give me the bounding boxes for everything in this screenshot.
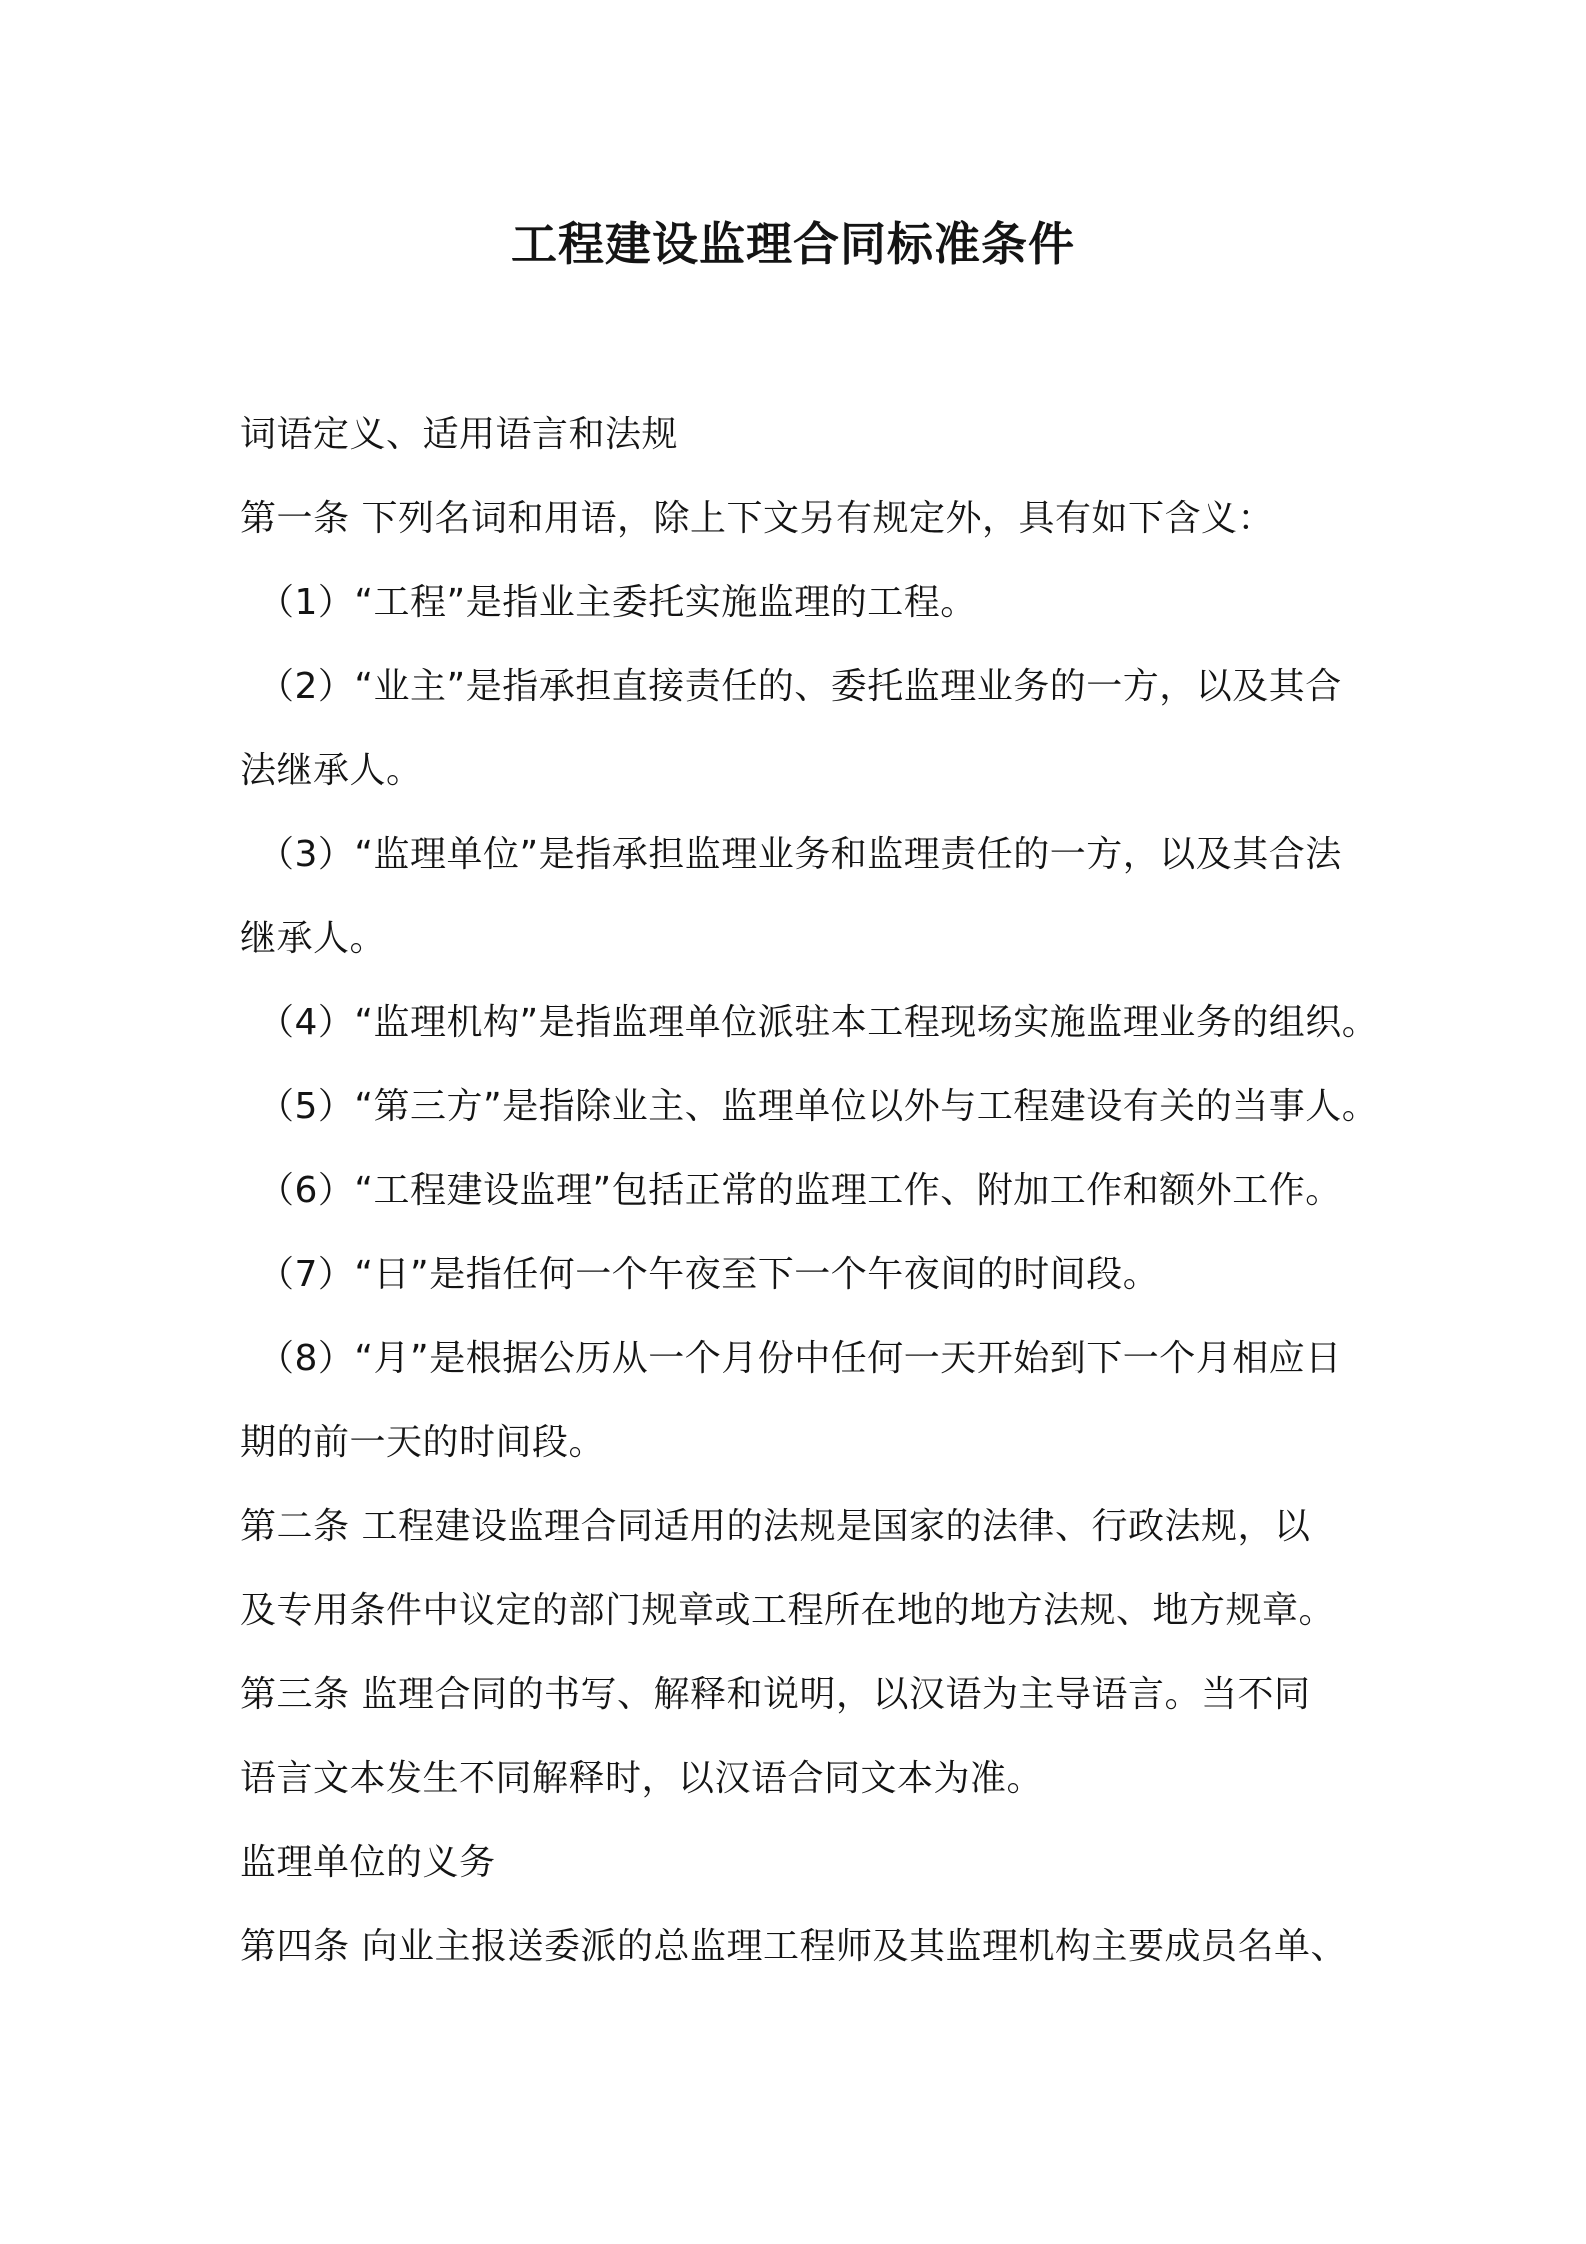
definition-item-8: （8）“月”是根据公历从一个月份中任何一天开始到下一个月相应日 <box>258 1338 1342 1379</box>
definition-item-8-cont: 期的前一天的时间段。 <box>240 1422 606 1463</box>
definition-item-3: （3）“监理单位”是指承担监理业务和监理责任的一方，以及其合法 <box>258 834 1342 875</box>
document-title: 工程建设监理合同标准条件 <box>511 217 1075 271</box>
article-3-cont: 语言文本发生不同解释时，以汉语合同文本为准。 <box>240 1758 1044 1799</box>
definition-item-4: （4）“监理机构”是指监理单位派驻本工程现场实施监理业务的组织。 <box>258 1002 1379 1043</box>
article-2-cont: 及专用条件中议定的部门规章或工程所在地的地方法规、地方规章。 <box>240 1590 1336 1631</box>
article-2: 第二条 工程建设监理合同适用的法规是国家的法律、行政法规，以 <box>240 1506 1311 1547</box>
article-3: 第三条 监理合同的书写、解释和说明，以汉语为主导语言。当不同 <box>240 1674 1311 1715</box>
definition-item-3-cont: 继承人。 <box>240 918 387 959</box>
section-heading-obligations: 监理单位的义务 <box>240 1842 496 1883</box>
definition-item-5: （5）“第三方”是指除业主、监理单位以外与工程建设有关的当事人。 <box>258 1086 1379 1127</box>
article-1-intro: 第一条 下列名词和用语，除上下文另有规定外，具有如下含义： <box>240 498 1274 539</box>
definition-item-1: （1）“工程”是指业主委托实施监理的工程。 <box>258 582 977 623</box>
definition-item-2-cont: 法继承人。 <box>240 750 423 791</box>
article-4: 第四条 向业主报送委派的总监理工程师及其监理机构主要成员名单、 <box>240 1926 1347 1967</box>
definition-item-6: （6）“工程建设监理”包括正常的监理工作、附加工作和额外工作。 <box>258 1170 1342 1211</box>
section-heading-definitions: 词语定义、适用语言和法规 <box>240 414 679 455</box>
definition-item-7: （7）“日”是指任何一个午夜至下一个午夜间的时间段。 <box>258 1254 1160 1295</box>
definition-item-2: （2）“业主”是指承担直接责任的、委托监理业务的一方，以及其合 <box>258 666 1342 707</box>
